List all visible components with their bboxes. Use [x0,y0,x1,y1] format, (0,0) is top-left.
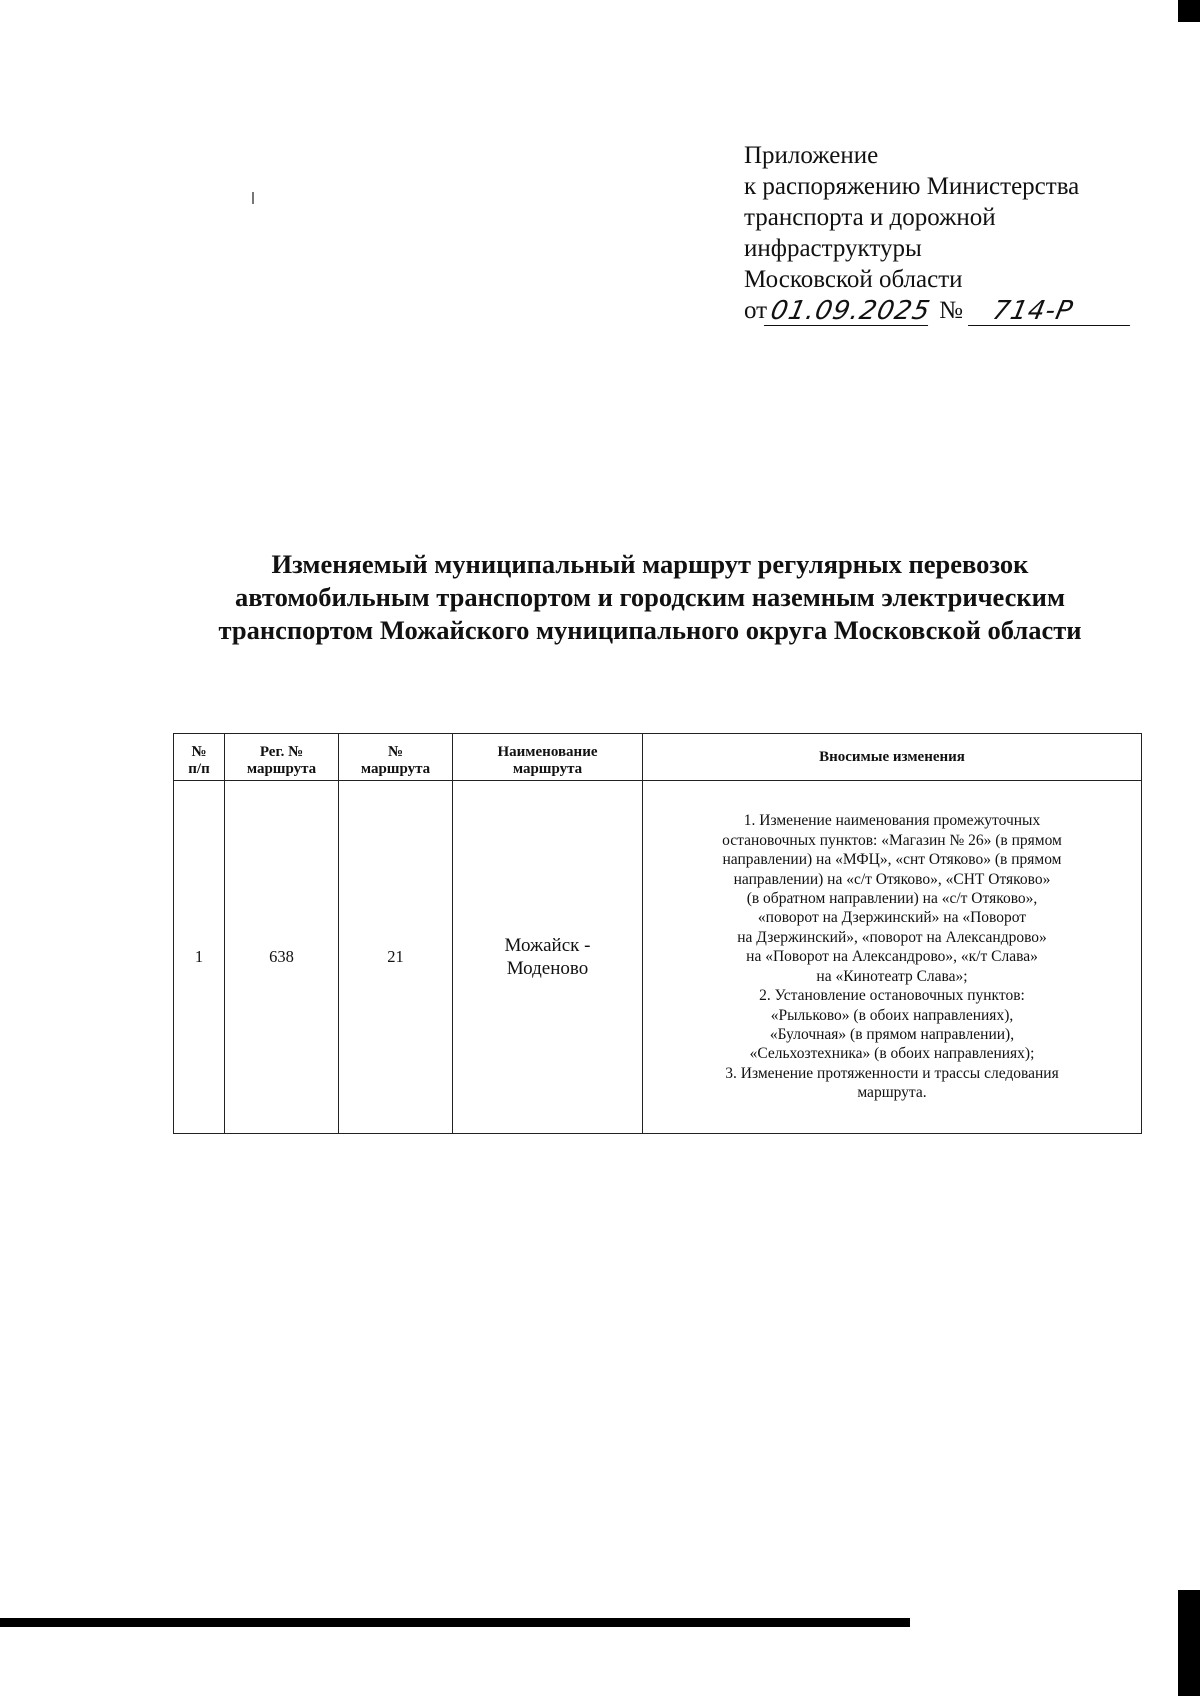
cell-reg-number: 638 [225,781,339,1134]
header-text: маршрута [246,761,317,777]
header-route-number [339,734,453,781]
scan-edge-bottom [1178,1590,1200,1696]
title-line: транспортом Можайского муниципального округа Московской области [218,615,1082,645]
change-line: маршрута. [857,1084,927,1102]
change-line: (в обратном направлении) на «с/т Отяково», [746,890,1038,908]
route-name-line: Моденово [506,958,589,979]
order-date-number-line [744,295,1174,326]
header-text: № [191,744,207,760]
change-line: на Дзержинский», «поворот на Александрово» [737,928,1047,946]
header-text: п/п [188,761,210,777]
header-text: № [387,744,404,760]
change-line: на «Кинотеатр Слава»; [816,967,968,985]
scan-edge-top [1178,0,1200,22]
cell-num: 1 [174,781,225,1134]
from-label: от [744,297,768,324]
appendix-line: к распоряжению Министерства [744,173,1080,200]
header-text: маршрута [360,761,431,777]
change-line: «Сельхозтехника» (в обоих направлениях); [749,1045,1035,1063]
change-line: 1. Изменение наименования промежуточных [743,812,1041,830]
handwritten-order-number: 714-Р [968,297,1136,326]
scan-edge-bar [0,1618,910,1627]
cell-route-number: 21 [339,781,453,1134]
table-row [174,781,1142,1134]
header-text: Наименование [497,744,598,760]
change-line: направлении) на «с/т Отяково», «СНТ Отяково» [733,870,1051,888]
title-line: Изменяемый муниципальный маршрут регулярных перевозок [271,549,1029,579]
cell-changes [643,781,1142,1134]
number-label: № [939,297,963,324]
title-line: автомобильным транспортом и городским наземным электрическим [235,582,1065,612]
change-line: на «Поворот на Александрово», «к/т Слава» [746,948,1038,966]
appendix-block [744,140,1174,326]
header-text: маршрута [512,761,583,777]
scan-speck [252,192,254,204]
appendix-line: инфраструктуры [744,235,922,262]
change-line: 2. Установление остановочных пунктов: [759,987,1025,1005]
header-route-name [453,734,643,781]
header-reg-number [225,734,339,781]
handwritten-date: 01.09.2025 [764,297,934,326]
table-header-row [174,734,1142,781]
document-title [160,548,1140,647]
change-line: «Рыльково» (в обоих направлениях), [770,1006,1014,1024]
appendix-line: транспорта и дорожной [744,204,996,231]
appendix-line: Московской области [744,266,963,293]
change-line: направлении) на «МФЦ», «снт Отяково» (в прямом [722,851,1062,869]
route-name-line: Можайск - [504,935,591,956]
cell-route-name [453,781,643,1134]
change-line: остановочных пунктов: «Магазин № 26» (в прямом [722,831,1062,849]
header-text: Рег. № [259,744,304,760]
header-changes: Вносимые изменения [643,734,1142,781]
header-num [174,734,225,781]
routes-table [173,733,1142,1134]
change-line: 3. Изменение протяженности и трассы следования [725,1064,1059,1082]
change-line: «Булочная» (в прямом направлении), [769,1025,1015,1043]
change-line: «поворот на Дзержинский» на «Поворот [757,909,1027,927]
appendix-line: Приложение [744,142,879,169]
